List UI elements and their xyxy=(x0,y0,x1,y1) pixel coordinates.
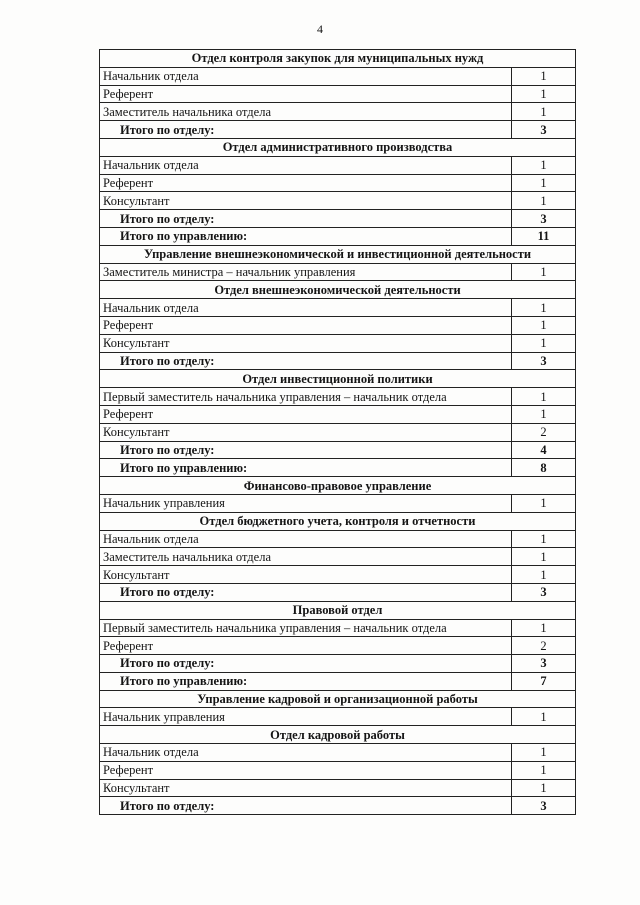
position-row xyxy=(100,334,576,352)
total-label: Итого по отделу: xyxy=(100,655,512,673)
total-row xyxy=(100,352,576,370)
position-count: 2 xyxy=(512,423,576,441)
position-count: 1 xyxy=(512,708,576,726)
position-row xyxy=(100,405,576,423)
position-count: 2 xyxy=(512,637,576,655)
total-row xyxy=(100,797,576,815)
total-count: 7 xyxy=(512,672,576,690)
section-title: Отдел инвестиционной политики xyxy=(100,370,576,388)
position-row xyxy=(100,67,576,85)
total-count: 3 xyxy=(512,121,576,139)
position-name: Консультант xyxy=(100,566,512,584)
section-title: Правовой отдел xyxy=(100,601,576,619)
total-count: 4 xyxy=(512,441,576,459)
position-row xyxy=(100,744,576,762)
position-row xyxy=(100,566,576,584)
total-label: Итого по управлению: xyxy=(100,227,512,245)
position-count: 1 xyxy=(512,85,576,103)
section-title: Отдел административного производства xyxy=(100,138,576,156)
total-count: 3 xyxy=(512,655,576,673)
section-header-row xyxy=(100,370,576,388)
position-row xyxy=(100,530,576,548)
position-name: Заместитель начальника отдела xyxy=(100,103,512,121)
total-count: 3 xyxy=(512,797,576,815)
position-count: 1 xyxy=(512,494,576,512)
position-count: 1 xyxy=(512,388,576,406)
total-row xyxy=(100,441,576,459)
position-count: 1 xyxy=(512,405,576,423)
total-count: 8 xyxy=(512,459,576,477)
position-count: 1 xyxy=(512,566,576,584)
total-count: 3 xyxy=(512,352,576,370)
position-count: 1 xyxy=(512,530,576,548)
section-header-row xyxy=(100,690,576,708)
total-row xyxy=(100,583,576,601)
section-header-row xyxy=(100,512,576,530)
section-title: Отдел контроля закупок для муниципальных нужд xyxy=(100,50,576,68)
total-row xyxy=(100,655,576,673)
position-name: Референт xyxy=(100,85,512,103)
position-name: Заместитель начальника отдела xyxy=(100,548,512,566)
total-row xyxy=(100,459,576,477)
total-label: Итого по отделу: xyxy=(100,352,512,370)
total-label: Итого по отделу: xyxy=(100,210,512,228)
section-header-row xyxy=(100,245,576,263)
position-count: 1 xyxy=(512,744,576,762)
section-header-row xyxy=(100,281,576,299)
total-label: Итого по отделу: xyxy=(100,441,512,459)
position-name: Консультант xyxy=(100,423,512,441)
position-row xyxy=(100,708,576,726)
position-count: 1 xyxy=(512,192,576,210)
staffing-table-body xyxy=(100,50,576,815)
position-count: 1 xyxy=(512,174,576,192)
total-row xyxy=(100,672,576,690)
total-label: Итого по управлению: xyxy=(100,672,512,690)
section-header-row xyxy=(100,601,576,619)
position-name: Начальник отдела xyxy=(100,67,512,85)
position-count: 1 xyxy=(512,779,576,797)
position-name: Начальник отдела xyxy=(100,156,512,174)
position-name: Начальник отдела xyxy=(100,530,512,548)
position-count: 1 xyxy=(512,334,576,352)
section-title: Отдел кадровой работы xyxy=(100,726,576,744)
position-row xyxy=(100,637,576,655)
position-row xyxy=(100,316,576,334)
position-name: Референт xyxy=(100,405,512,423)
position-row xyxy=(100,299,576,317)
total-count: 11 xyxy=(512,227,576,245)
position-row xyxy=(100,192,576,210)
position-name: Референт xyxy=(100,637,512,655)
position-count: 1 xyxy=(512,548,576,566)
total-label: Итого по отделу: xyxy=(100,121,512,139)
position-row xyxy=(100,494,576,512)
position-row xyxy=(100,174,576,192)
total-row xyxy=(100,227,576,245)
position-count: 1 xyxy=(512,156,576,174)
position-count: 1 xyxy=(512,761,576,779)
position-row xyxy=(100,103,576,121)
section-header-row xyxy=(100,726,576,744)
position-count: 1 xyxy=(512,299,576,317)
total-label: Итого по отделу: xyxy=(100,797,512,815)
position-row xyxy=(100,263,576,281)
position-count: 1 xyxy=(512,316,576,334)
position-row xyxy=(100,619,576,637)
total-label: Итого по управлению: xyxy=(100,459,512,477)
position-name: Начальник отдела xyxy=(100,299,512,317)
position-name: Начальник управления xyxy=(100,708,512,726)
position-name: Начальник управления xyxy=(100,494,512,512)
page-number: 4 xyxy=(317,22,323,36)
total-count: 3 xyxy=(512,583,576,601)
position-row xyxy=(100,388,576,406)
section-title: Отдел внешнеэкономической деятельности xyxy=(100,281,576,299)
section-title: Управление кадровой и организационной работы xyxy=(100,690,576,708)
position-count: 1 xyxy=(512,619,576,637)
section-header-row xyxy=(100,138,576,156)
position-count: 1 xyxy=(512,103,576,121)
total-label: Итого по отделу: xyxy=(100,583,512,601)
position-row xyxy=(100,548,576,566)
position-row xyxy=(100,156,576,174)
position-row xyxy=(100,761,576,779)
section-header-row xyxy=(100,50,576,68)
position-name: Консультант xyxy=(100,334,512,352)
position-row xyxy=(100,85,576,103)
section-title: Финансово-правовое управление xyxy=(100,477,576,495)
position-name: Первый заместитель начальника управления – начальник отдела xyxy=(100,619,512,637)
position-name: Референт xyxy=(100,316,512,334)
position-name: Референт xyxy=(100,174,512,192)
position-name: Консультант xyxy=(100,192,512,210)
position-name: Начальник отдела xyxy=(100,744,512,762)
staffing-table xyxy=(99,49,576,815)
section-header-row xyxy=(100,477,576,495)
position-row xyxy=(100,423,576,441)
position-row xyxy=(100,779,576,797)
position-count: 1 xyxy=(512,67,576,85)
position-count: 1 xyxy=(512,263,576,281)
position-name: Заместитель министра – начальник управления xyxy=(100,263,512,281)
position-name: Первый заместитель начальника управления – начальник отдела xyxy=(100,388,512,406)
position-name: Консультант xyxy=(100,779,512,797)
total-count: 3 xyxy=(512,210,576,228)
total-row xyxy=(100,121,576,139)
total-row xyxy=(100,210,576,228)
position-name: Референт xyxy=(100,761,512,779)
section-title: Управление внешнеэкономической и инвестиционной деятельности xyxy=(100,245,576,263)
section-title: Отдел бюджетного учета, контроля и отчетности xyxy=(100,512,576,530)
